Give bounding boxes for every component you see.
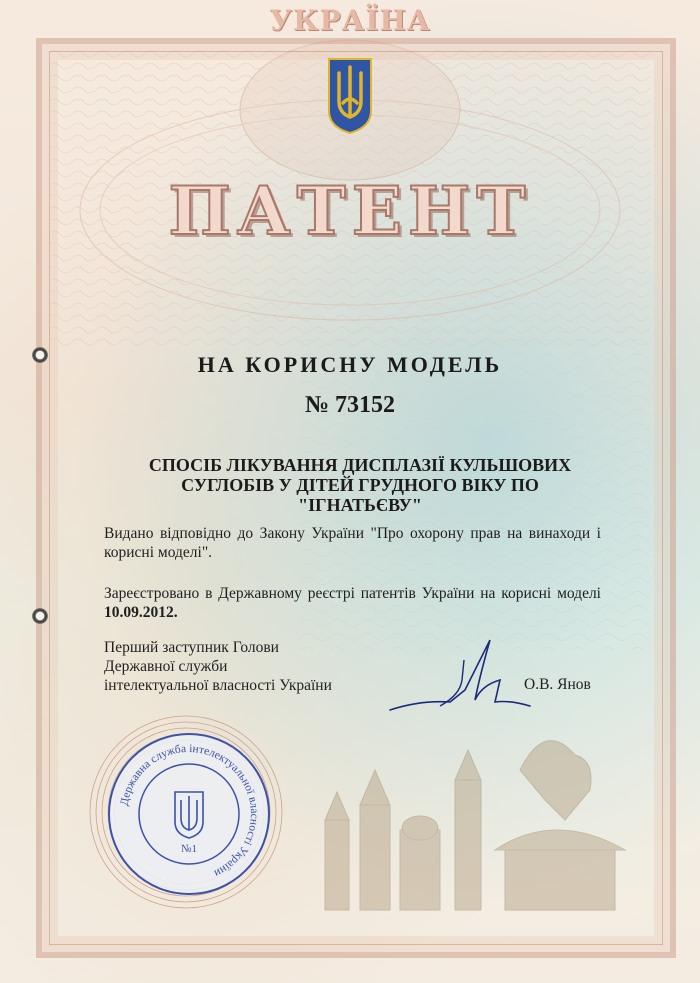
issued-paragraph: Видано відповідно до Закону України "Про охорону прав на винаходи і корисні моделі". bbox=[104, 525, 601, 561]
official-stamp bbox=[105, 730, 273, 898]
signatory-title bbox=[104, 638, 332, 695]
signer-name: О.В. Янов bbox=[524, 676, 591, 693]
trident-coat-of-arms-icon bbox=[325, 55, 375, 135]
country-name: УКРАЇНА bbox=[269, 4, 431, 37]
patent-title: ПАТЕНТ bbox=[168, 172, 532, 250]
signatory-line-1: Перший заступник Голови bbox=[104, 639, 279, 656]
model-name-line-1: СПОСІБ ЛІКУВАННЯ ДИСПЛАЗІЇ КУЛЬШОВИХ bbox=[148, 455, 572, 475]
registered-date: 10.09.2012. bbox=[104, 604, 178, 621]
model-name-line-2: СУГЛОБІВ У ДІТЕЙ ГРУДНОГО ВІКУ ПО "ІГНАТЬЄВУ" bbox=[181, 475, 539, 515]
signatory-line-3: інтелектуальної власності України bbox=[104, 677, 332, 694]
registered-text: Зареєстровано в Державному реєстрі патентів України на корисні моделі bbox=[104, 585, 601, 602]
handwritten-signature bbox=[380, 630, 540, 730]
utility-model-name bbox=[140, 455, 580, 515]
signatory-line-2: Державної служби bbox=[104, 658, 228, 675]
binder-hole-bottom bbox=[32, 608, 48, 624]
patent-number: № 73152 bbox=[304, 392, 396, 418]
stamp-ring-text: Державна служба інтелектуальної власності України bbox=[118, 742, 261, 880]
document-subtitle: НА КОРИСНУ МОДЕЛЬ bbox=[197, 352, 503, 377]
kyiv-monument-illustration bbox=[305, 700, 635, 920]
stamp-number: №1 bbox=[181, 843, 197, 855]
registered-paragraph bbox=[104, 584, 601, 622]
